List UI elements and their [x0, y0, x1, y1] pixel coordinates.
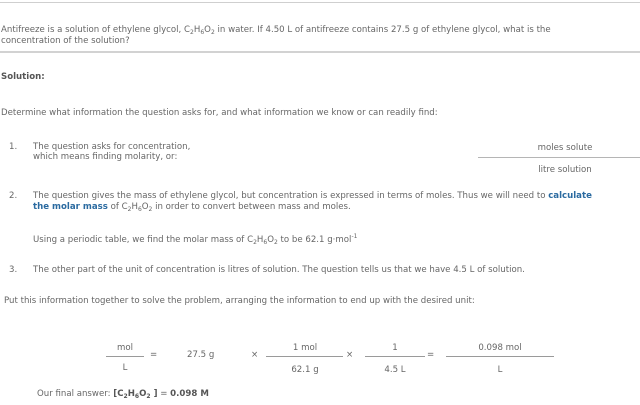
step-2-post: in order to convert between mass and moles. — [152, 202, 351, 212]
note-exponent: -1 — [351, 233, 358, 240]
step-2-text: The question gives the mass of ethylene glycol, but concentration is expressed in terms of moles. Thus we will need to — [33, 191, 549, 201]
calculate-molar-mass-link-cont[interactable]: the molar mass — [33, 202, 108, 212]
factor1-denominator: 62.1 g — [291, 365, 319, 375]
equals-sign-1: = — [150, 350, 158, 360]
calculate-molar-mass-link[interactable]: calculate — [548, 191, 592, 201]
factor2-fraction-bar — [365, 356, 425, 357]
factor1-fraction-bar — [266, 356, 343, 357]
note-value: to be 62.1 g·mol — [277, 235, 352, 245]
lhs-denominator: L — [122, 363, 128, 373]
step-1-number: 1. — [9, 142, 18, 152]
question-divider — [0, 51, 640, 53]
result-fraction-bar — [446, 356, 554, 357]
step-2-line2 — [33, 202, 351, 212]
final-equals: = — [157, 389, 171, 399]
result-numerator: 0.098 mol — [478, 343, 522, 353]
final-answer-value: 0.098 M — [170, 389, 209, 399]
molar-mass-note — [33, 235, 357, 245]
lhs-fraction-bar — [106, 356, 144, 357]
result-denominator: L — [497, 365, 503, 375]
molarity-numerator: moles solute — [537, 143, 593, 153]
step-3-number: 3. — [9, 265, 18, 275]
question-text-line2: concentration of the solution? — [1, 36, 130, 46]
formula: $C_2H_6O_2$ — [184, 25, 215, 36]
question-pre: Antifreeze is a solution of ethylene glycol, — [1, 25, 185, 35]
step-1-line2: which means finding molarity, or: — [33, 152, 178, 162]
formula: $C_2H_6O_2$ — [247, 235, 278, 246]
times-sign-1: × — [251, 350, 259, 360]
lhs-numerator: mol — [116, 343, 134, 353]
step-3-line1: The other part of the unit of concentration is litres of solution. The question tells us that we have 4.5 L of solution. — [33, 265, 525, 275]
final-answer — [37, 389, 209, 399]
factor1-numerator: 1 mol — [292, 343, 318, 353]
top-divider — [0, 2, 640, 3]
step-1-line1: The question asks for concentration, — [33, 142, 191, 152]
formula: $C_2H_6O_2$ — [121, 202, 153, 213]
molarity-fraction-bar — [478, 157, 640, 158]
molarity-denominator: litre solution — [538, 165, 592, 175]
question-post: in water. If 4.50 L of antifreeze contains 27.5 g of ethylene glycol, what is the — [214, 25, 551, 35]
final-answer-label: Our final answer: — [37, 389, 114, 399]
equals-sign-2: = — [427, 350, 435, 360]
solution-heading: Solution: — [1, 72, 45, 82]
mass-value: 27.5 g — [187, 350, 215, 360]
solution-intro: Determine what information the question asks for, and what information we know or can readily find: — [1, 108, 438, 118]
question-text-line1 — [1, 25, 551, 35]
formula: $C_2H_6O_2$ — [117, 389, 151, 400]
put-together-text: Put this information together to solve the problem, arranging the information to end up with the desired unit: — [4, 296, 475, 306]
factor2-numerator: 1 — [392, 343, 398, 353]
times-sign-2: × — [346, 350, 354, 360]
step-2-of: of — [107, 202, 122, 212]
note-pre: Using a periodic table, we find the molar mass of — [33, 235, 248, 245]
factor2-denominator: 4.5 L — [384, 365, 406, 375]
step-2-line1 — [33, 191, 592, 201]
step-2-number: 2. — [9, 191, 18, 201]
final-answer-expression: [$C_2H_6O_2$ ] — [113, 389, 158, 400]
